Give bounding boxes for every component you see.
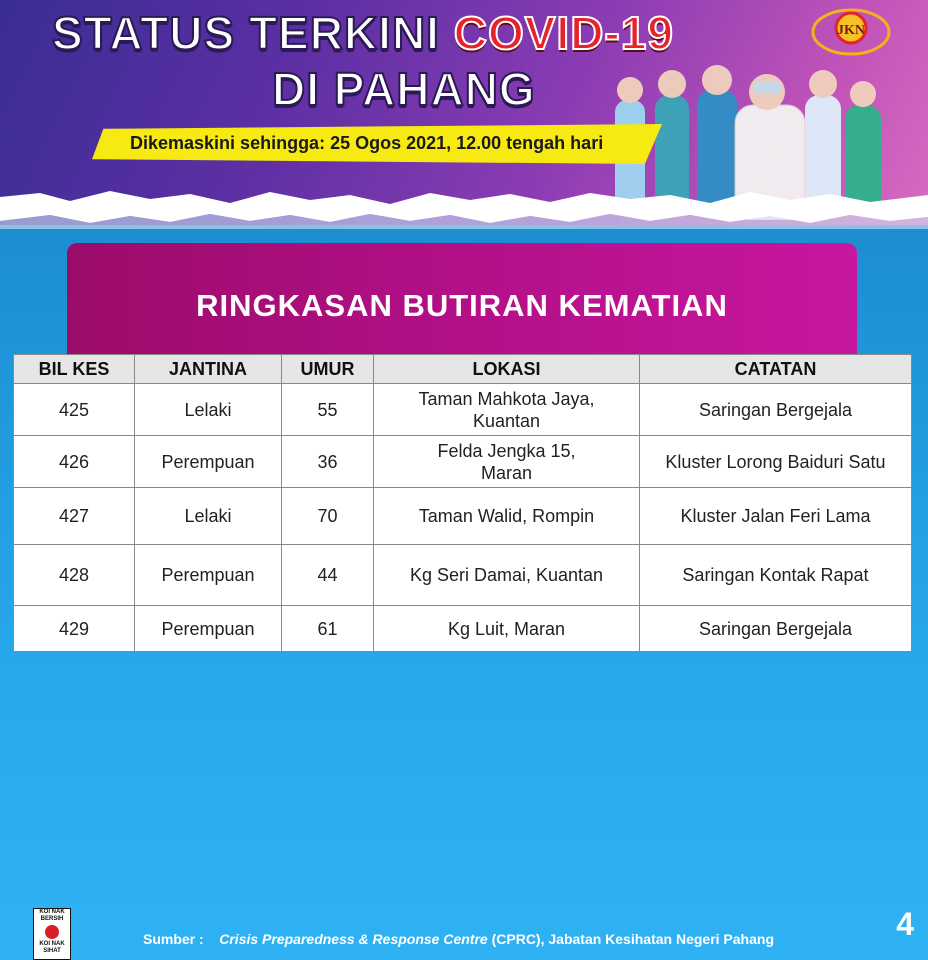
table-row [14,545,912,606]
cell-jantina: Perempuan [135,436,282,488]
title-line-2: DI PAHANG [272,63,536,115]
cell-jantina: Lelaki [135,488,282,545]
table-row [14,606,912,652]
cell-lokasi: Taman Mahkota Jaya, Kuantan [374,384,640,436]
cell-catatan: Saringan Bergejala [640,606,912,652]
cell-bil-kes: 426 [14,436,135,488]
cell-lokasi: Taman Walid, Rompin [374,488,640,545]
cell-lokasi: Kg Seri Damai, Kuantan [374,545,640,606]
torn-paper-edge [0,185,928,245]
header-umur: UMUR [282,355,374,384]
cell-bil-kes: 428 [14,545,135,606]
cell-umur: 55 [282,384,374,436]
cell-lokasi: Felda Jengka 15, Maran [374,436,640,488]
title-line-1 [52,6,674,60]
title-covid: COVID-19 [453,7,674,59]
cell-umur: 61 [282,606,374,652]
table-row [14,488,912,545]
cell-catatan: Kluster Jalan Feri Lama [640,488,912,545]
source-org: Crisis Preparedness & Response Centre [219,931,488,947]
panel-title: RINGKASAN BUTIRAN KEMATIAN [196,288,728,323]
badge-bottom-text: KOI NAK SIHAT [39,941,65,954]
jkn-logo-icon [810,6,892,58]
cell-umur: 70 [282,488,374,545]
update-text: Dikemaskini sehingga: 25 Ogos 2021, 12.00 tengah hari [130,133,604,153]
cell-jantina: Perempuan [135,606,282,652]
table-header-row [14,355,912,384]
cell-bil-kes: 427 [14,488,135,545]
cell-bil-kes: 425 [14,384,135,436]
cell-catatan: Saringan Kontak Rapat [640,545,912,606]
death-details-table [13,354,912,652]
badge-top-text: KOI NAK BERSIH [39,909,65,922]
header-jantina: JANTINA [135,355,282,384]
cell-catatan: Kluster Lorong Baiduri Satu [640,436,912,488]
cell-umur: 44 [282,545,374,606]
header-catatan: CATATAN [640,355,912,384]
title-part-1: STATUS TERKINI [52,7,454,59]
source-rest: (CPRC), Jabatan Kesihatan Negeri Pahang [487,931,774,947]
heart-icon [45,925,59,939]
page-number: 4 [896,906,914,942]
cell-lokasi: Kg Luit, Maran [374,606,640,652]
cell-jantina: Lelaki [135,384,282,436]
table-row [14,436,912,488]
source-footer [143,931,774,947]
header-lokasi: LOKASI [374,355,640,384]
header-bil-kes: BIL KES [14,355,135,384]
cell-bil-kes: 429 [14,606,135,652]
koi-nak-badge [33,908,71,960]
cell-umur: 36 [282,436,374,488]
source-label: Sumber : [143,931,204,947]
table-row [14,384,912,436]
cell-jantina: Perempuan [135,545,282,606]
logo-text: JKN [837,23,865,38]
cell-catatan: Saringan Bergejala [640,384,912,436]
